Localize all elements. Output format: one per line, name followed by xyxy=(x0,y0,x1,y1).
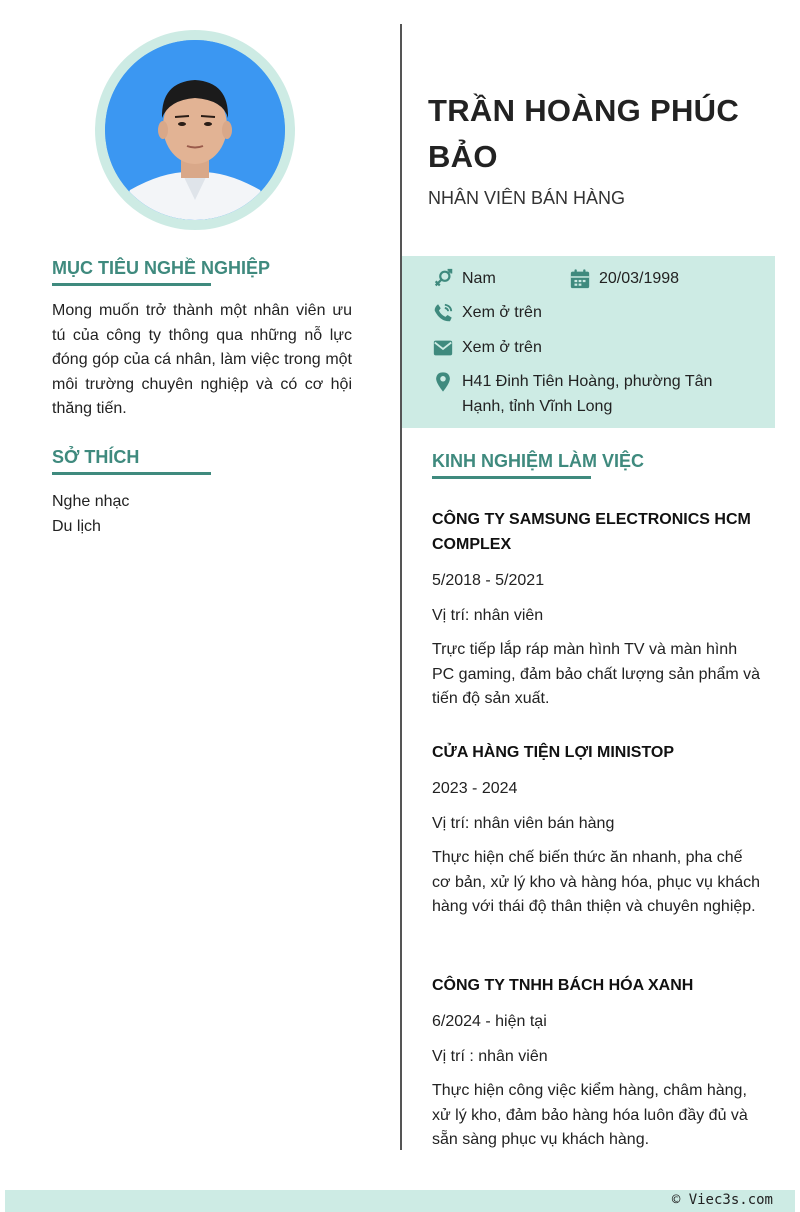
objective-text: Mong muốn trở thành một nhân viên ưu tú của công ty thông qua những nỗ lực đóng góp của cá nhân, làm việc trong một môi trường chuyên nghiệp và có cơ hội thăng tiến. xyxy=(52,302,352,418)
job-title: NHÂN VIÊN BÁN HÀNG xyxy=(428,188,626,208)
birthday-row xyxy=(569,268,679,291)
gender-row xyxy=(432,268,496,291)
email-row xyxy=(432,337,542,360)
objective-heading: MỤC TIÊU NGHỀ NGHIỆP xyxy=(52,258,271,278)
job-description: Thực hiện chế biến thức ăn nhanh, pha chế cơ bản, xử lý kho và hàng hóa, phục vụ khách hàng với thái độ thân thiện và chuyên nghiệp. xyxy=(432,849,761,916)
phone-icon xyxy=(432,302,454,324)
hobby-item: Du lịch xyxy=(52,518,101,535)
hobbies-underline xyxy=(52,472,211,475)
hobby-item: Nghe nhạc xyxy=(52,493,130,510)
job-company: CÔNG TY TNHH BÁCH HÓA XANH xyxy=(432,977,694,994)
job-position: Vị trí: nhân viên bán hàng xyxy=(432,814,615,832)
job-entry xyxy=(432,973,762,1153)
hobbies-list xyxy=(52,489,129,539)
avatar-frame xyxy=(95,30,295,230)
job-position: Vị trí : nhân viên xyxy=(432,1047,548,1065)
candidate-name: TRẦN HOÀNG PHÚC BẢO xyxy=(428,93,740,174)
address-value: H41 Đinh Tiên Hoàng, phường Tân Hạnh, tỉnh Vĩnh Long xyxy=(462,373,713,415)
envelope-icon xyxy=(432,337,454,359)
gender-value: Nam xyxy=(462,270,496,287)
gender-icon xyxy=(432,268,454,290)
experience-heading: KINH NGHIỆM LÀM VIỆC xyxy=(432,451,645,471)
phone-row xyxy=(432,302,542,325)
experience-underline xyxy=(432,476,591,479)
contact-panel xyxy=(402,256,775,428)
map-pin-icon xyxy=(432,371,454,393)
avatar xyxy=(105,40,285,220)
job-company: CỬA HÀNG TIỆN LỢI MINISTOP xyxy=(432,744,675,761)
job-period: 5/2018 - 5/2021 xyxy=(432,572,545,589)
calendar-icon xyxy=(569,268,591,290)
email-value: Xem ở trên xyxy=(462,339,542,356)
job-position: Vị trí: nhân viên xyxy=(432,606,544,624)
footer-bar xyxy=(5,1190,795,1212)
address-row xyxy=(432,371,752,419)
job-entry xyxy=(432,740,762,920)
job-description: Trực tiếp lắp ráp màn hình TV và màn hình PC gaming, đảm bảo chất lượng sản phẩm và tiến độ sản xuất. xyxy=(432,641,761,708)
column-divider xyxy=(400,24,402,1150)
phone-value: Xem ở trên xyxy=(462,304,542,321)
footer-credit: © Viec3s.com xyxy=(671,1192,773,1208)
hobbies-heading: SỞ THÍCH xyxy=(52,447,140,467)
objective-underline xyxy=(52,283,211,286)
job-period: 2023 - 2024 xyxy=(432,780,518,797)
job-description: Thực hiện công việc kiểm hàng, châm hàng, xử lý kho, đảm bảo hàng hóa luôn đầy đủ và sẵn sàng phục vụ khách hàng. xyxy=(432,1082,748,1149)
job-company: CÔNG TY SAMSUNG ELECTRONICS HCM COMPLEX xyxy=(432,511,751,553)
job-period: 6/2024 - hiện tại xyxy=(432,1013,547,1030)
birthday-value: 20/03/1998 xyxy=(599,270,680,287)
job-entry xyxy=(432,507,762,712)
